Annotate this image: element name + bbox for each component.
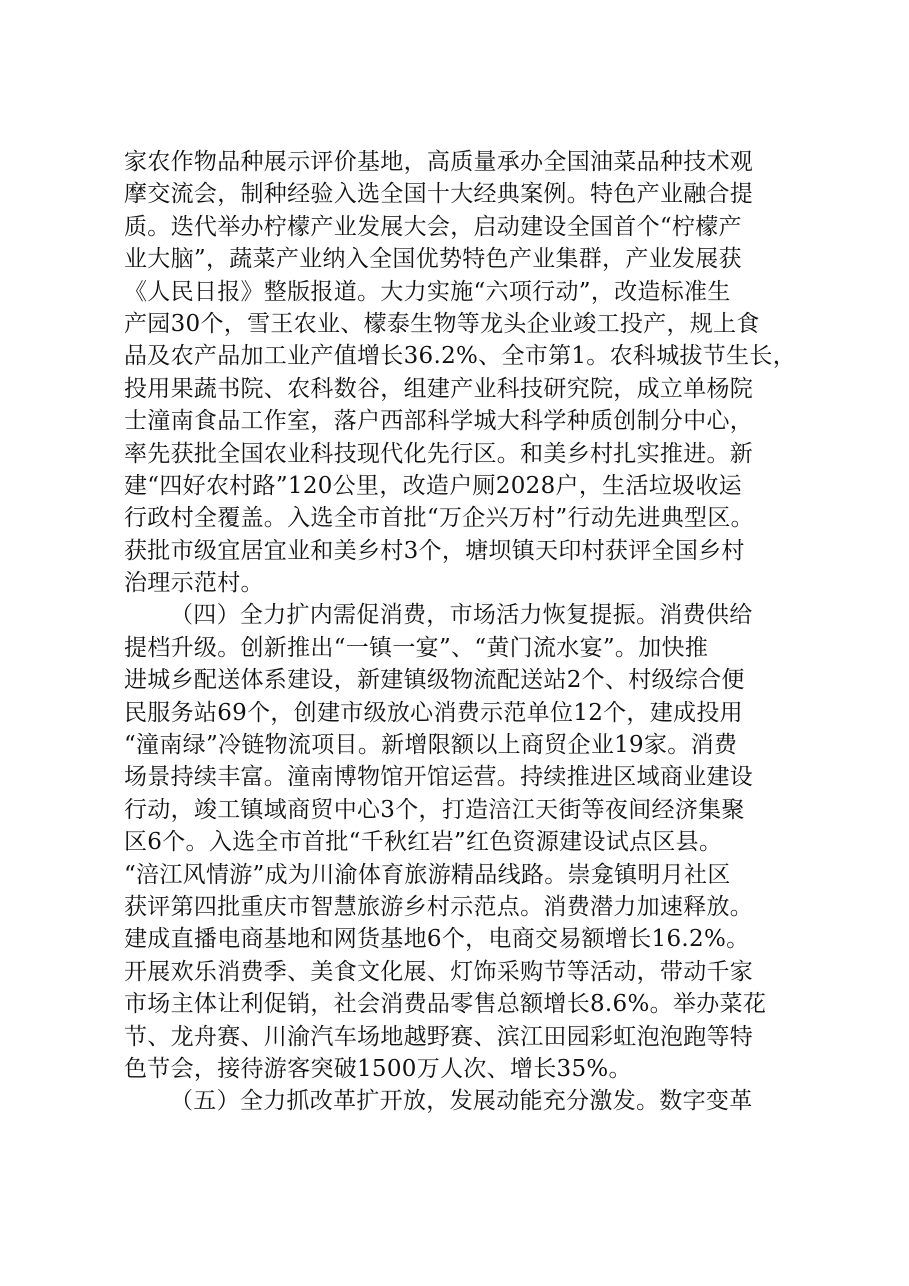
- text-line: 质。迭代举办柠檬产业发展大会，启动建设全国首个“柠檬产: [124, 213, 742, 240]
- text-line: 进城乡配送体系建设，新建镇级物流配送站2个、村级综合便: [124, 667, 745, 694]
- text-line: 市场主体让利促销，社会消费品零售总额增长8.6%。举办菜花: [124, 991, 767, 1018]
- text-line: 获批市级宜居宜业和美乡村3个，塘坝镇天印村获评全国乡村: [124, 537, 745, 564]
- text-line: 摩交流会，制种经验入选全国十大经典案例。特色产业融合提: [124, 181, 754, 208]
- document-body: [124, 146, 824, 1118]
- text-line: 业大脑”，蔬菜产业纳入全国优势特色产业集群，产业发展获: [124, 246, 742, 273]
- text-line: 民服务站69个，创建市级放心消费示范单位12个，建成投用: [124, 699, 743, 726]
- text-line: 提档升级。创新推出“一镇一宴”、“黄门流水宴”。加快推: [124, 634, 709, 661]
- text-line: 率先获批全国农业科技现代化先行区。和美乡村扎实推进。新: [124, 440, 754, 467]
- text-line: 行动，竣工镇域商贸中心3个，打造涪江天街等夜间经济集聚: [124, 796, 745, 823]
- section-heading-line: （四）全力扩内需促消费，市场活力恢复提振。消费供给: [170, 602, 753, 629]
- text-line: 家农作物品种展示评价基地，高质量承办全国油菜品种技术观: [124, 149, 754, 175]
- text-line: 场景持续丰富。潼南博物馆开馆运营。持续推进区域商业建设: [124, 764, 754, 791]
- text-line: 节、龙舟赛、川渝汽车场地越野赛、滨江田园彩虹泡泡跑等特: [124, 1023, 754, 1050]
- text-line: 治理示范村。: [124, 570, 264, 597]
- text-line: 获评第四批重庆市智慧旅游乡村示范点。消费潜力加速释放。: [124, 893, 754, 920]
- text-line: 《人民日报》整版报道。大力实施“六项行动”，改造标准生: [124, 278, 731, 305]
- text-line: 投用果蔬书院、农科数谷，组建产业科技研究院，成立单杨院: [124, 375, 754, 402]
- text-line: 品及农产品加工业产值增长36.2%、全市第1。农科城拔节生长，: [124, 343, 796, 370]
- text-line: 建成直播电商基地和网货基地6个，电商交易额增长16.2%。: [124, 926, 750, 953]
- text-line: 产园30个，雪王农业、檬泰生物等龙头企业竣工投产，规上食: [124, 310, 760, 337]
- text-line: 色节会，接待游客突破1500万人次、增长35%。: [124, 1055, 632, 1082]
- text-line: 开展欢乐消费季、美食文化展、灯饰采购节等活动，带动千家: [124, 958, 754, 985]
- text-line: 区6个。入选全市首批“千秋红岩”红色资源建设试点区县。: [124, 829, 723, 856]
- text-line: 士潼南食品工作室，落户西部科学城大科学种质创制分中心，: [124, 408, 754, 435]
- section-heading-line: （五）全力抓改革扩开放，发展动能充分激发。数字变革: [170, 1088, 753, 1115]
- text-line: 行政村全覆盖。入选全市首批“万企兴万村”行动先进典型区。: [124, 505, 754, 532]
- text-line: 建“四好农村路”120公里，改造户厕2028户，生活垃圾收运: [124, 472, 742, 499]
- text-line: “潼南绿”冷链物流项目。新增限额以上商贸企业19家。消费: [124, 732, 738, 759]
- text-line: “涪江风情游”成为川渝体育旅游精品线路。崇龛镇明月社区: [124, 861, 731, 888]
